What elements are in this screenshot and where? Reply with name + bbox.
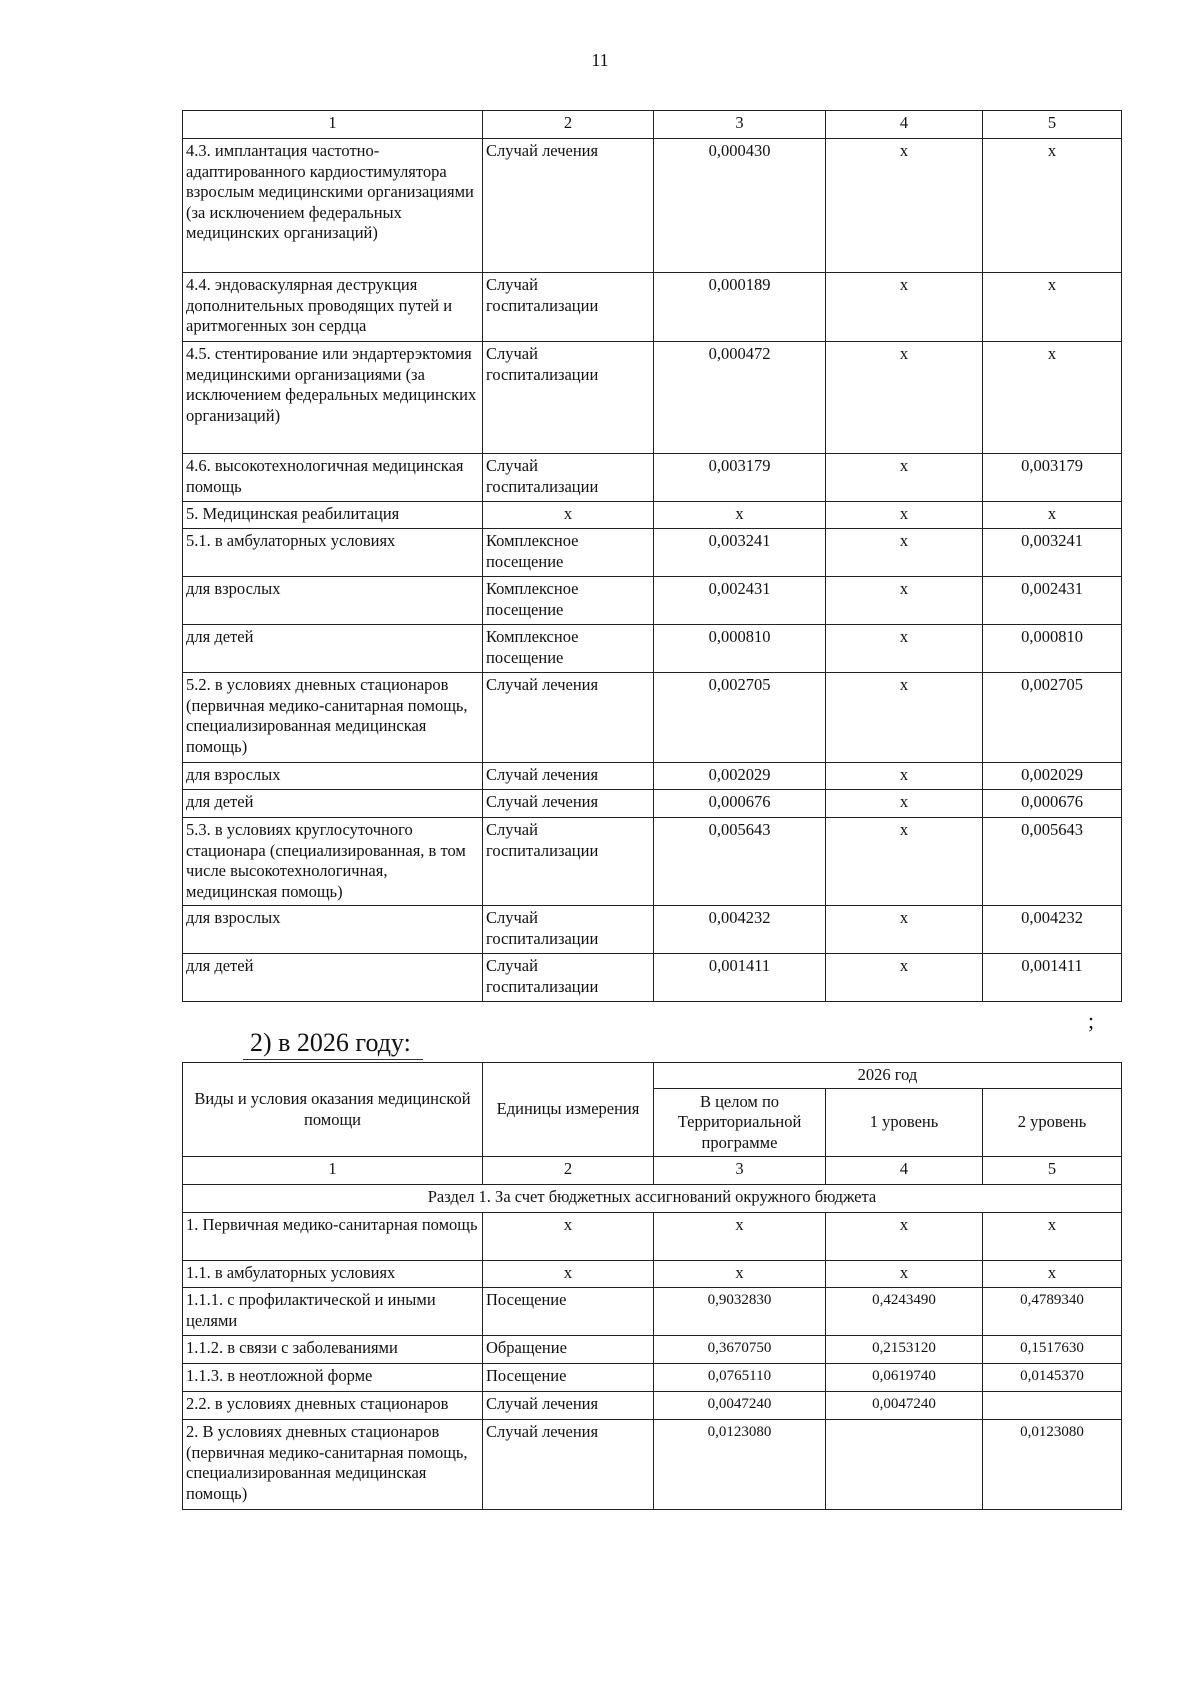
- row-level-1: x: [826, 273, 983, 342]
- row-level-2: x: [983, 1213, 1122, 1261]
- page-number: 11: [591, 50, 609, 70]
- row-unit: Случай госпитализации: [483, 818, 654, 906]
- row-unit: Комплексное посещение: [483, 529, 654, 577]
- row-level-1: x: [826, 454, 983, 502]
- table-row: [183, 790, 1122, 818]
- row-total: 0,000430: [654, 139, 826, 273]
- row-level-1: 0,0047240: [826, 1392, 983, 1420]
- row-level-1: x: [826, 954, 983, 1002]
- row-total: 0,003179: [654, 454, 826, 502]
- table-row: [183, 454, 1122, 502]
- row-level-2: [983, 1392, 1122, 1420]
- row-total: 0,000472: [654, 342, 826, 454]
- row-unit: Случай госпитализации: [483, 906, 654, 954]
- row-label: 4.4. эндоваскулярная деструкция дополнительных проводящих путей и аритмогенных зон сердца: [183, 273, 483, 342]
- table-row: [183, 818, 1122, 906]
- table-row: [183, 1336, 1122, 1364]
- row-total: 0,3670750: [654, 1336, 826, 1364]
- row-total: 0,000676: [654, 790, 826, 818]
- table-row: [183, 1420, 1122, 1510]
- col-number-1: 1: [183, 111, 483, 139]
- row-unit: Случай лечения: [483, 790, 654, 818]
- semicolon: ;: [1088, 1008, 1095, 1033]
- column-number-row: [183, 1157, 1122, 1185]
- header-total-program: В целом по Территориальной программе: [654, 1089, 826, 1157]
- row-total: 0,002029: [654, 763, 826, 790]
- row-total: 0,000810: [654, 625, 826, 673]
- row-total: 0,002431: [654, 577, 826, 625]
- row-level-2: 0,001411: [983, 954, 1122, 1002]
- row-unit: Посещение: [483, 1288, 654, 1336]
- row-level-1: 0,0619740: [826, 1364, 983, 1392]
- row-label: 5.1. в амбулаторных условиях: [183, 529, 483, 577]
- row-level-1: x: [826, 763, 983, 790]
- table-row: [183, 1288, 1122, 1336]
- row-unit: Случай госпитализации: [483, 273, 654, 342]
- row-total: x: [654, 1213, 826, 1261]
- row-total: x: [654, 1261, 826, 1288]
- row-total: 0,003241: [654, 529, 826, 577]
- row-level-1: x: [826, 1213, 983, 1261]
- column-number-row: [183, 111, 1122, 139]
- row-level-2: x: [983, 1261, 1122, 1288]
- row-level-2: 0,002431: [983, 577, 1122, 625]
- table-row: [183, 139, 1122, 273]
- row-label: для детей: [183, 790, 483, 818]
- row-level-1: [826, 1420, 983, 1510]
- section-row: [183, 1185, 1122, 1213]
- table-row: [183, 1392, 1122, 1420]
- col-number-2: 2: [483, 1157, 654, 1185]
- row-level-2: 0,004232: [983, 906, 1122, 954]
- header-level-1: 1 уровень: [826, 1089, 983, 1157]
- row-label: 5. Медицинская реабилитация: [183, 502, 483, 529]
- row-unit: Обращение: [483, 1336, 654, 1364]
- row-label: 1.1.2. в связи с заболеваниями: [183, 1336, 483, 1364]
- header-kinds-conditions: Виды и условия оказания медицинской помощи: [183, 1063, 483, 1157]
- row-total: 0,001411: [654, 954, 826, 1002]
- row-unit: x: [483, 1213, 654, 1261]
- col-number-3: 3: [654, 1157, 826, 1185]
- row-unit: Случай лечения: [483, 673, 654, 763]
- section-title: Раздел 1. За счет бюджетных ассигнований окружного бюджета: [183, 1185, 1122, 1213]
- row-level-2: x: [983, 342, 1122, 454]
- row-level-2: 0,005643: [983, 818, 1122, 906]
- row-unit: Случай лечения: [483, 139, 654, 273]
- row-label: для детей: [183, 625, 483, 673]
- subheading-2026: 2) в 2026 году:: [250, 1028, 411, 1057]
- row-total: 0,0765110: [654, 1364, 826, 1392]
- row-level-2: x: [983, 139, 1122, 273]
- row-level-1: x: [826, 342, 983, 454]
- subheading-underline: [243, 1059, 423, 1060]
- row-unit: Посещение: [483, 1364, 654, 1392]
- row-level-1: x: [826, 1261, 983, 1288]
- row-level-1: x: [826, 502, 983, 529]
- row-total: 0,004232: [654, 906, 826, 954]
- row-unit: Комплексное посещение: [483, 625, 654, 673]
- table-row: [183, 906, 1122, 954]
- row-level-2: x: [983, 273, 1122, 342]
- table-row: [183, 502, 1122, 529]
- row-level-2: 0,000676: [983, 790, 1122, 818]
- row-unit: Комплексное посещение: [483, 577, 654, 625]
- row-level-1: x: [826, 577, 983, 625]
- row-total: 0,9032830: [654, 1288, 826, 1336]
- row-unit: Случай госпитализации: [483, 954, 654, 1002]
- row-level-2: 0,4789340: [983, 1288, 1122, 1336]
- row-label: для взрослых: [183, 763, 483, 790]
- row-level-2: 0,003241: [983, 529, 1122, 577]
- table-row: [183, 529, 1122, 577]
- row-unit: Случай лечения: [483, 763, 654, 790]
- table-2026: [182, 1062, 1122, 1510]
- row-level-2: 0,003179: [983, 454, 1122, 502]
- header-row-year: [183, 1063, 1122, 1089]
- row-unit: Случай лечения: [483, 1420, 654, 1510]
- row-level-1: x: [826, 625, 983, 673]
- row-label: для детей: [183, 954, 483, 1002]
- row-unit: x: [483, 502, 654, 529]
- row-label: 5.2. в условиях дневных стационаров (первичная медико-санитарная помощь, специализированная медицинская помощь): [183, 673, 483, 763]
- row-total: 0,0123080: [654, 1420, 826, 1510]
- table-row: [183, 625, 1122, 673]
- table-row: [183, 1213, 1122, 1261]
- table-row: [183, 1261, 1122, 1288]
- row-label: 4.6. высокотехнологичная медицинская помощь: [183, 454, 483, 502]
- col-number-4: 4: [826, 111, 983, 139]
- table-row: [183, 763, 1122, 790]
- row-label: для взрослых: [183, 577, 483, 625]
- row-total: 0,0047240: [654, 1392, 826, 1420]
- table-2025-continuation: [182, 110, 1122, 1002]
- col-number-1: 1: [183, 1157, 483, 1185]
- row-label: 1.1. в амбулаторных условиях: [183, 1261, 483, 1288]
- row-label: для взрослых: [183, 906, 483, 954]
- table-row: [183, 342, 1122, 454]
- row-unit: Случай госпитализации: [483, 454, 654, 502]
- col-number-2: 2: [483, 111, 654, 139]
- table-row: [183, 1364, 1122, 1392]
- col-number-5: 5: [983, 1157, 1122, 1185]
- row-label: 5.3. в условиях круглосуточного стационара (специализированная, в том числе высокотехнологичная, медицинская помощь): [183, 818, 483, 906]
- row-label: 1.1.1. с профилактической и иными целями: [183, 1288, 483, 1336]
- table-row: [183, 673, 1122, 763]
- row-level-2: 0,000810: [983, 625, 1122, 673]
- row-level-1: x: [826, 818, 983, 906]
- table-row: [183, 954, 1122, 1002]
- row-label: 4.5. стентирование или эндартерэктомия медицинскими организациями (за исключением федеральных медицинских организаций): [183, 342, 483, 454]
- row-unit: Случай госпитализации: [483, 342, 654, 454]
- row-level-2: 0,0145370: [983, 1364, 1122, 1392]
- row-level-2: 0,1517630: [983, 1336, 1122, 1364]
- row-total: 0,005643: [654, 818, 826, 906]
- row-level-2: 0,0123080: [983, 1420, 1122, 1510]
- row-label: 1.1.3. в неотложной форме: [183, 1364, 483, 1392]
- col-number-3: 3: [654, 111, 826, 139]
- col-number-5: 5: [983, 111, 1122, 139]
- row-unit: x: [483, 1261, 654, 1288]
- row-label: 1. Первичная медико-санитарная помощь: [183, 1213, 483, 1261]
- row-label: 2.2. в условиях дневных стационаров: [183, 1392, 483, 1420]
- row-label: 2. В условиях дневных стационаров (первичная медико-санитарная помощь, специализированная медицинская помощь): [183, 1420, 483, 1510]
- row-level-2: 0,002029: [983, 763, 1122, 790]
- row-level-2: x: [983, 502, 1122, 529]
- row-total: x: [654, 502, 826, 529]
- col-number-4: 4: [826, 1157, 983, 1185]
- row-level-1: x: [826, 673, 983, 763]
- row-level-1: x: [826, 790, 983, 818]
- table-row: [183, 273, 1122, 342]
- row-level-1: 0,2153120: [826, 1336, 983, 1364]
- row-unit: Случай лечения: [483, 1392, 654, 1420]
- row-level-2: 0,002705: [983, 673, 1122, 763]
- row-level-1: x: [826, 139, 983, 273]
- row-level-1: 0,4243490: [826, 1288, 983, 1336]
- row-level-1: x: [826, 906, 983, 954]
- row-level-1: x: [826, 529, 983, 577]
- row-total: 0,002705: [654, 673, 826, 763]
- table-row: [183, 577, 1122, 625]
- header-level-2: 2 уровень: [983, 1089, 1122, 1157]
- row-total: 0,000189: [654, 273, 826, 342]
- header-year: 2026 год: [654, 1063, 1122, 1089]
- row-label: 4.3. имплантация частотно-адаптированного кардиостимулятора взрослым медицинскими организациями (за исключением федеральных медицинских организаций): [183, 139, 483, 273]
- header-units: Единицы измерения: [483, 1063, 654, 1157]
